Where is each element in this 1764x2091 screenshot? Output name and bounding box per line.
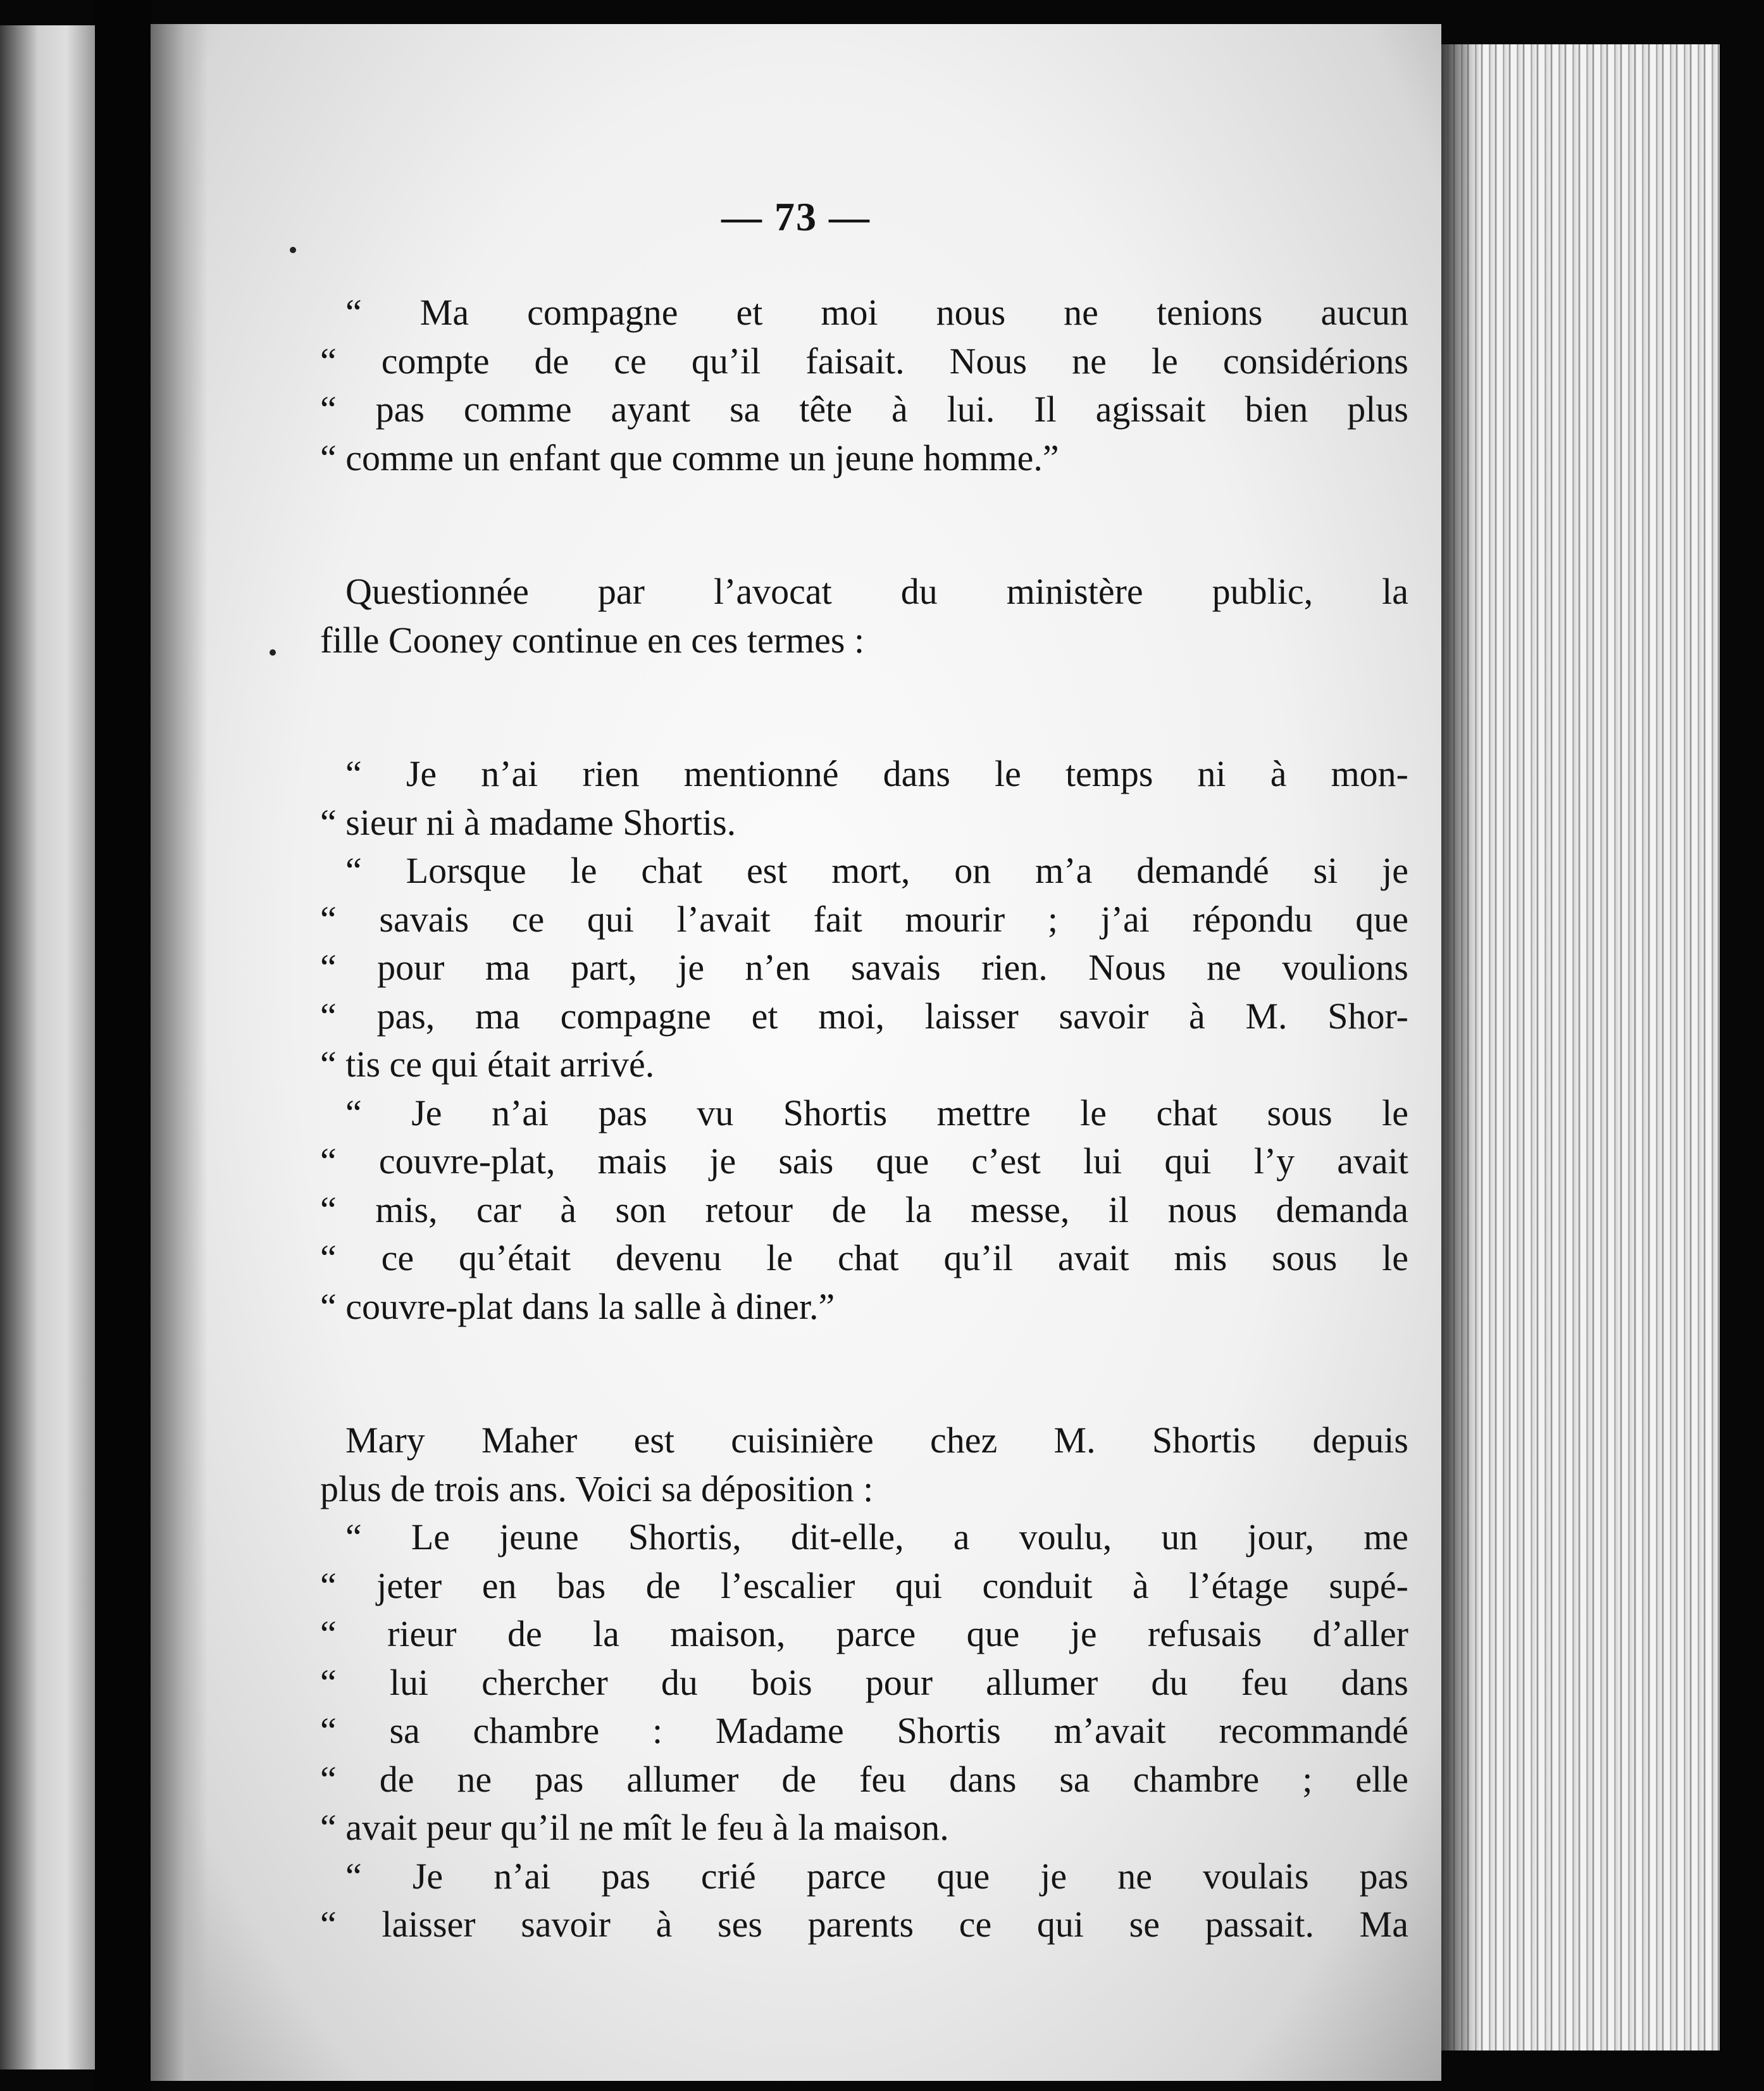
- text-line: Questionnée par l’avocat du ministère public, la: [345, 571, 1408, 612]
- paragraph-7: [320, 1513, 1408, 1852]
- text-line: Mary Maher est cuisinière chez M. Shortis depuis: [345, 1420, 1408, 1461]
- paragraph-5: [320, 1089, 1408, 1332]
- paragraph-4: [320, 847, 1408, 1089]
- page-binding-shadow: [151, 24, 208, 2081]
- text-line: “ jeter en bas de l’escalier qui conduit à l’étage supé-: [320, 1564, 1408, 1606]
- text-line: “ comme un enfant que comme un jeune homme.”: [320, 437, 1059, 478]
- page-body: [320, 289, 1408, 1949]
- text-line: “ lui chercher du bois pour allumer du feu dans: [320, 1661, 1408, 1703]
- text-line: “ Le jeune Shortis, dit-elle, a voulu, un jour, me: [345, 1516, 1408, 1557]
- text-line: “ Je n’ai pas vu Shortis mettre le chat sous le: [345, 1092, 1408, 1133]
- text-line: “ de ne pas allumer de feu dans sa chambre ; elle: [320, 1758, 1408, 1800]
- text-line: “ couvre-plat dans la salle à diner.”: [320, 1285, 835, 1327]
- paragraph-8: [320, 1852, 1408, 1949]
- text-line: “ laisser savoir à ses parents ce qui se passait. Ma: [320, 1904, 1408, 1945]
- text-line: “ Je n’ai pas crié parce que je ne voulais pas: [345, 1855, 1408, 1897]
- text-line: “ couvre-plat, mais je sais que c’est lui qui l’y avait: [320, 1140, 1408, 1182]
- text-line: “ rieur de la maison, parce que je refusais d’aller: [320, 1613, 1408, 1654]
- page-stack-shadow: [1441, 44, 1479, 2050]
- print-speck: [270, 649, 276, 656]
- text-line: “ sieur ni à madame Shortis.: [320, 801, 736, 843]
- paragraph-6: [320, 1416, 1408, 1513]
- text-line: “ ce qu’était devenu le chat qu’il avait mis sous le: [320, 1237, 1408, 1278]
- print-speck: [290, 247, 296, 253]
- text-line: “ tis ce qui était arrivé.: [320, 1044, 655, 1085]
- text-line: “ compte de ce qu’il faisait. Nous ne le considérions: [320, 340, 1408, 382]
- text-line: “ savais ce qui l’avait fait mourir ; j’ai répondu que: [320, 898, 1408, 940]
- text-line: “ pour ma part, je n’en savais rien. Nous ne voulions: [320, 947, 1408, 988]
- text-line: “ pas comme ayant sa tête à lui. Il agissait bien plus: [320, 389, 1408, 430]
- text-line: “ sa chambre : Madame Shortis m’avait recommandé: [320, 1710, 1408, 1751]
- text-line: fille Cooney continue en ces termes :: [320, 619, 865, 661]
- book-gutter: [95, 0, 152, 2091]
- text-line: “ pas, ma compagne et moi, laisser savoir à M. Shor-: [320, 995, 1408, 1037]
- facing-page-edge: [0, 25, 95, 2069]
- text-line: “ Lorsque le chat est mort, on m’a demandé si je: [345, 850, 1408, 891]
- text-line: plus de trois ans. Voici sa déposition :: [320, 1468, 874, 1509]
- text-line: “ mis, car à son retour de la messe, il nous demanda: [320, 1189, 1408, 1230]
- paragraph-1: [320, 289, 1408, 482]
- paragraph-2: [320, 568, 1408, 665]
- text-line: “ Je n’ai rien mentionné dans le temps ni à mon-: [345, 753, 1408, 794]
- page-stack-edge: [1441, 44, 1720, 2050]
- paragraph-3: [320, 750, 1408, 847]
- text-line: “ Ma compagne et moi nous ne tenions aucun: [345, 292, 1408, 333]
- page-number: — 73 —: [721, 194, 871, 239]
- book-page: [151, 24, 1441, 2081]
- text-line: “ avait peur qu’il ne mît le feu à la maison.: [320, 1807, 949, 1848]
